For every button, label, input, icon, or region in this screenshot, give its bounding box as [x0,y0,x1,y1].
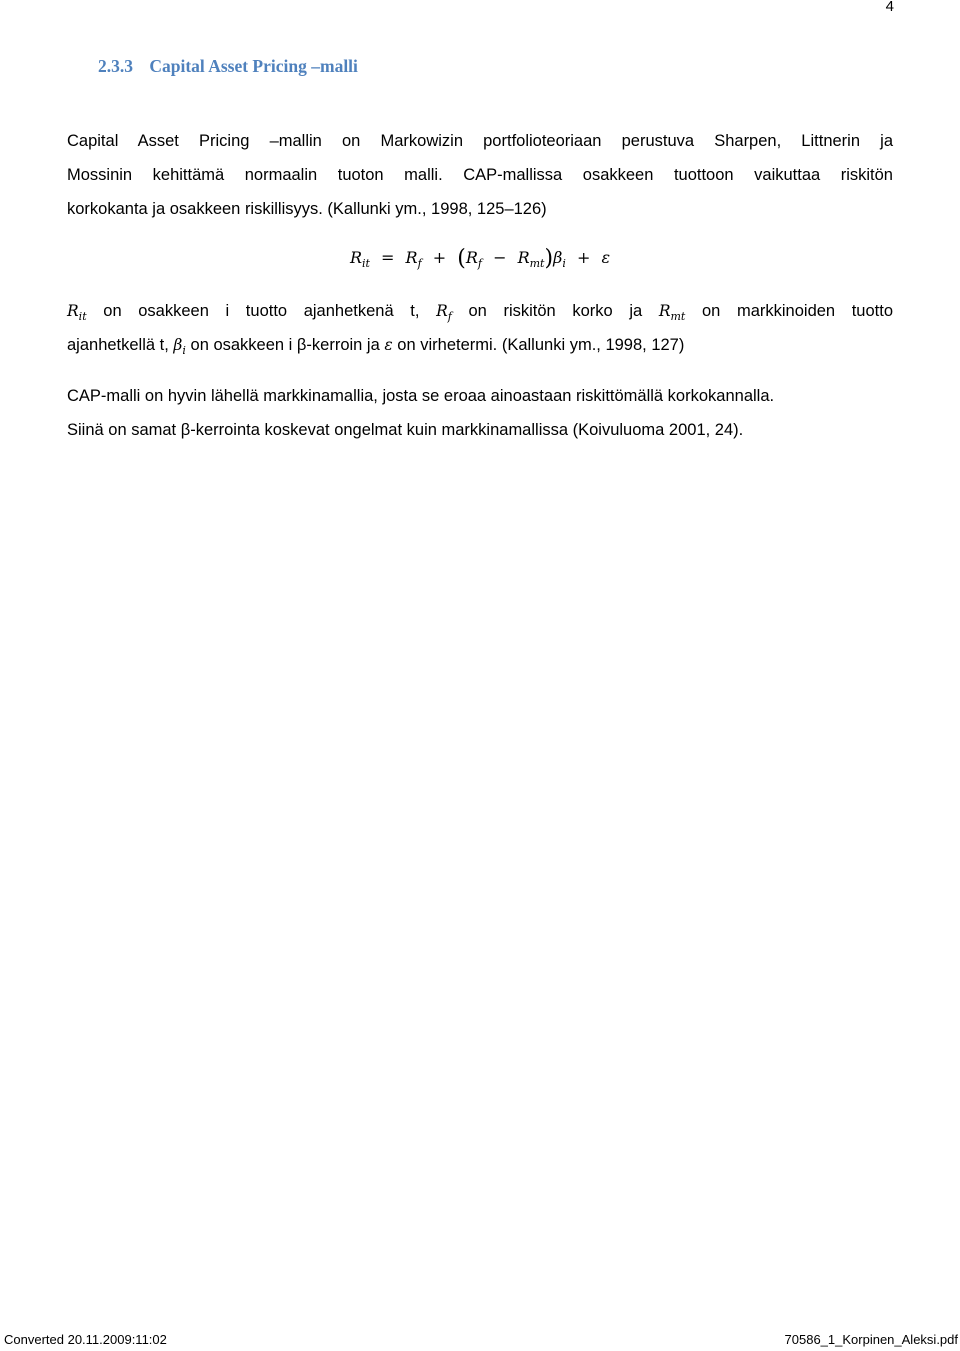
math-subscript: f [447,310,452,323]
formula-term: R [517,248,530,267]
paragraph-line: Siinä on samat β-kerrointa koskevat ongelmat kuin markkinamallissa (Koivuluoma 2001, 24). [67,421,744,439]
text-span: on markkinoiden tuotto [701,302,894,320]
section-number: 2.3.3 [98,56,133,76]
paragraph-line [67,294,893,328]
paragraph-intro [67,124,893,226]
footer-converted-date: Converted 20.11.2009:11:02 [4,1332,167,1347]
formula-paren: ( [457,246,466,271]
formula-subscript: f [417,257,422,270]
formula-operator: + [576,248,591,267]
formula-term: R [349,248,362,267]
math-symbol: R [67,302,79,320]
capm-formula [0,246,960,271]
footer-filename: 70586_1_Korpinen_Aleksi.pdf [784,1332,958,1347]
math-symbol: ε [384,336,393,354]
math-symbol: β [173,336,183,354]
math-symbol: R [436,302,448,320]
section-heading [98,56,358,77]
math-subscript: i [182,344,186,357]
formula-operator: + [432,248,447,267]
text-span: ajanhetkellä t, [67,336,169,354]
section-title: Capital Asset Pricing –malli [149,56,358,76]
paragraph-line [67,328,893,362]
formula-term: β [553,248,563,267]
paragraph-line: Capital Asset Pricing –mallin on Markowizin portfolioteoriaan perustuva Sharpen, Littnerin ja [67,132,893,150]
paragraph-definitions [67,294,893,362]
formula-subscript: mt [529,257,545,270]
formula-operator: = [381,248,395,267]
math-symbol: R [658,302,671,320]
paragraph-conclusion [67,379,893,447]
text-span: on osakkeen i tuotto ajanhetkenä t, [103,302,420,320]
page-number: 4 [885,0,894,15]
formula-term: R [405,248,418,267]
formula-term: ε [601,248,611,267]
math-subscript: mt [670,310,686,323]
paragraph-line: Mossinin kehittämä normaalin tuoton malli. CAP-mallissa osakkeen tuottoon vaikuttaa riskitön [67,166,893,184]
paragraph-line: CAP-malli on hyvin lähellä markkinamallia, josta se eroaa ainoastaan riskittömällä korkokannalla. [67,387,775,405]
formula-subscript: f [477,257,482,270]
formula-subscript: i [562,257,566,270]
formula-term: R [465,248,478,267]
text-span: on osakkeen i β-kerroin ja [190,336,380,354]
formula-operator: − [493,248,507,267]
text-span: on virhetermi. (Kallunki ym., 1998, 127) [397,336,685,354]
formula-subscript: it [362,257,370,270]
formula-paren: ) [544,246,554,271]
paragraph-line: korkokanta ja osakkeen riskillisyys. (Kallunki ym., 1998, 125–126) [67,200,547,218]
text-span: on riskitön korko ja [468,302,643,320]
math-subscript: it [78,310,87,323]
